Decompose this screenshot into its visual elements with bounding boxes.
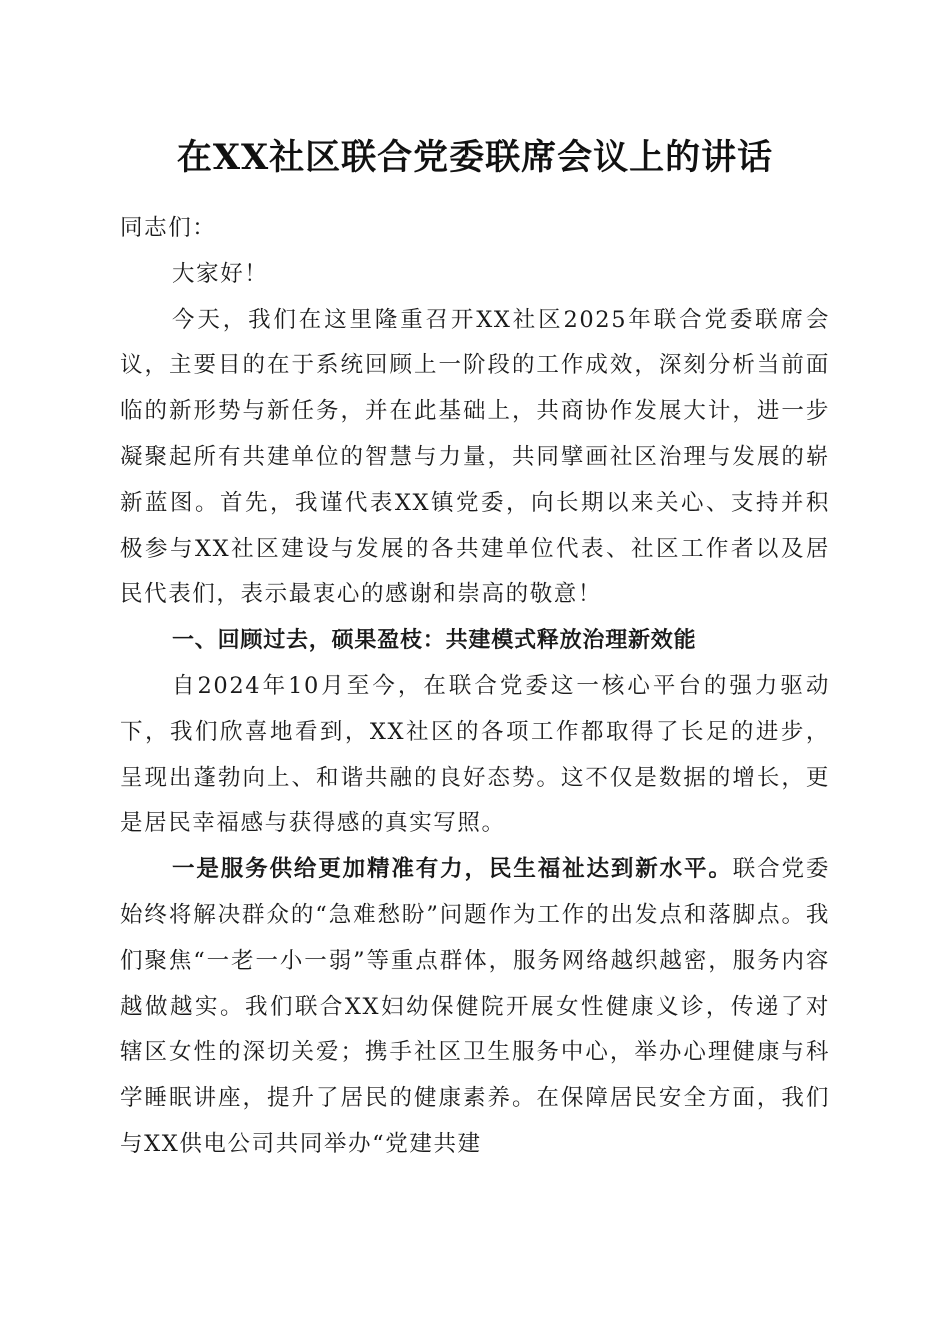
document-body xyxy=(120,206,830,1168)
paragraph-intro: 今天，我们在这里隆重召开XX社区2025年联合党委联席会议，主要目的在于系统回顾上一阶段的工作成效，深刻分析当前面临的新形势与新任务，并在此基础上，共商协作发展大计，进一步凝聚起所有共建单位的智慧与力量，共同擘画社区治理与发展的崭新蓝图。首先，我谨代表XX镇党委，向长期以来关心、支持并积极参与XX社区建设与发展的各共建单位代表、社区工作者以及居民代表们，表示最衷心的感谢和崇高的敬意！ xyxy=(120,306,830,608)
paragraph-review: 自2024年10月至今，在联合党委这一核心平台的强力驱动下，我们欣喜地看到，XX社区的各项工作都取得了长足的进步，呈现出蓬勃向上、和谐共融的良好态势。这不仅是数据的增长，更是居民幸福感与获得感的真实写照。 xyxy=(120,672,830,837)
document-title: 在XX社区联合党委联席会议上的讲话 xyxy=(176,137,774,178)
greeting: 大家好！ xyxy=(172,260,269,287)
salutation: 同志们： xyxy=(120,215,217,241)
paragraph-services xyxy=(120,847,830,1168)
paragraph-services-body: 联合党委始终将解决群众的“急难愁盼”问题作为工作的出发点和落脚点。我们聚焦“一老一小一弱”等重点群体，服务网络越织越密，服务内容越做越实。我们联合XX妇幼保健院开展女性健康义诊，传递了对辖区女性的深切关爱；携手社区卫生服务中心，举办心理健康与科学睡眠讲座，提升了居民的健康素养。在保障居民安全方面，我们与XX供电公司共同举办“党建共建 xyxy=(120,856,830,1157)
paragraph-lead: 一是服务供给更加精准有力，民生福祉达到新水平。 xyxy=(172,856,733,883)
section-heading: 一、回顾过去，硕果盈枝：共建模式释放治理新效能 xyxy=(172,628,697,654)
